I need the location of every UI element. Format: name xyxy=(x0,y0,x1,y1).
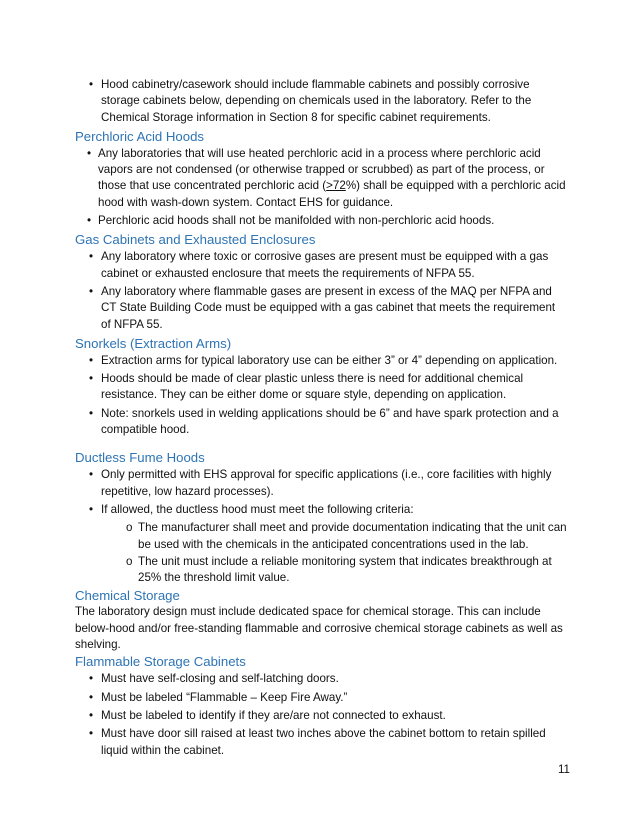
heading-flammable-storage-cabinets: Flammable Storage Cabinets xyxy=(75,654,246,670)
gas-cabinets-list xyxy=(75,249,567,332)
list-item: • Hood cabinetry/casework should include flammable cabinets and possibly corrosive storage cabinets below, depending on chemicals used in the laboratory. Refer to the Chemical Storage information in Section 8 for specific cabinet requirements. xyxy=(89,78,532,124)
list-item: • Any laboratory where toxic or corrosive gases are present must be equipped with a gas cabinet or exhausted enclosure that meets the requirements of NFPA 55. xyxy=(89,250,549,280)
heading-gas-cabinets: Gas Cabinets and Exhausted Enclosures xyxy=(75,232,316,248)
bullet-icon: • xyxy=(89,250,94,264)
list-item: • Any laboratory where flammable gases are present in excess of the MAQ per NFPA and CT State Building Code must be equipped with a gas cabinet that meets the requirement of NFPA 55. xyxy=(89,284,556,331)
bullet-icon: • xyxy=(89,284,94,298)
list-item: • If allowed, the ductless hood must meet the following criteria: xyxy=(75,502,567,518)
list-item: • Must be labeled to identify if they are/are not connected to exhaust. xyxy=(75,708,567,724)
list-item: • Extraction arms for typical laboratory use can be either 3” or 4” depending on application. xyxy=(75,353,567,369)
bullet-icon: • xyxy=(87,214,92,228)
list-item: • Only permitted with EHS approval for specific applications (i.e., core facilities with highly repetitive, low hazard processes). xyxy=(89,468,552,498)
bullet-icon: • xyxy=(89,502,94,516)
bullet-icon: • xyxy=(89,672,94,686)
circle-bullet-icon: o xyxy=(126,521,133,535)
heading-ductless-fume-hoods: Ductless Fume Hoods xyxy=(75,450,205,466)
underlined-threshold: >72 xyxy=(326,179,346,193)
circle-bullet-icon: o xyxy=(126,554,133,568)
top-bullet-list xyxy=(75,77,567,126)
perchloric-list xyxy=(75,146,567,229)
bullet-icon: • xyxy=(89,372,94,386)
heading-snorkels: Snorkels (Extraction Arms) xyxy=(75,335,232,351)
bullet-icon: • xyxy=(89,406,94,420)
bullet-icon: • xyxy=(89,690,94,704)
heading-perchloric-acid-hoods: Perchloric Acid Hoods xyxy=(75,128,205,144)
heading-chemical-storage: Chemical Storage xyxy=(75,588,180,604)
list-item: • Hoods should be made of clear plastic unless there is need for additional chemical resistance. They can be either dome or square style, depending on application. xyxy=(89,372,524,402)
bullet-icon: • xyxy=(89,78,94,91)
list-item: • Must be labeled “Flammable – Keep Fire Away.” xyxy=(75,690,567,706)
ductless-criteria-list xyxy=(75,520,567,586)
bullet-icon: • xyxy=(89,353,94,367)
chemical-storage-paragraph: The laboratory design must include dedicated space for chemical storage. This can include below-hood and/or free-standing flammable and corrosive chemical storage cabinets as well as shelving. xyxy=(75,605,563,652)
bullet-icon: • xyxy=(89,727,94,741)
snorkels-list xyxy=(75,353,567,438)
bullet-icon: • xyxy=(89,468,94,482)
sub-list-item: o The unit must include a reliable monitoring system that indicates breakthrough at 25% the threshold limit value. xyxy=(126,554,552,585)
list-item: • Perchloric acid hoods shall not be manifolded with non-perchloric acid hoods. xyxy=(75,213,567,229)
ductless-list xyxy=(75,467,567,518)
list-item: • Must have door sill raised at least two inches above the cabinet bottom to retain spilled liquid within the cabinet. xyxy=(89,727,546,757)
bullet-icon: • xyxy=(87,146,92,160)
bullet-icon: • xyxy=(89,708,94,722)
list-item: • Note: snorkels used in welding applications should be 6” and have spark protection and a compatible hood. xyxy=(89,406,559,437)
page-number: 11 xyxy=(557,763,570,776)
list-item: • Must have self-closing and self-latching doors. xyxy=(75,671,567,687)
sub-list-item: o The manufacturer shall meet and provide documentation indicating that the unit can be used with the chemicals in the anticipated concentrations used in the lab. xyxy=(126,521,567,551)
flammable-list xyxy=(75,671,567,758)
page-content xyxy=(75,76,567,761)
list-item: • Any laboratories that will use heated perchloric acid in a process where perchloric acid vapors are not condensed (or otherwise trapped or scrubbed) as part of the process, or those that use concentrated perchloric acid (>72%) shall be equipped with a perchloric acid hood with wash-down system. Contact EHS for guidance. xyxy=(87,146,566,209)
